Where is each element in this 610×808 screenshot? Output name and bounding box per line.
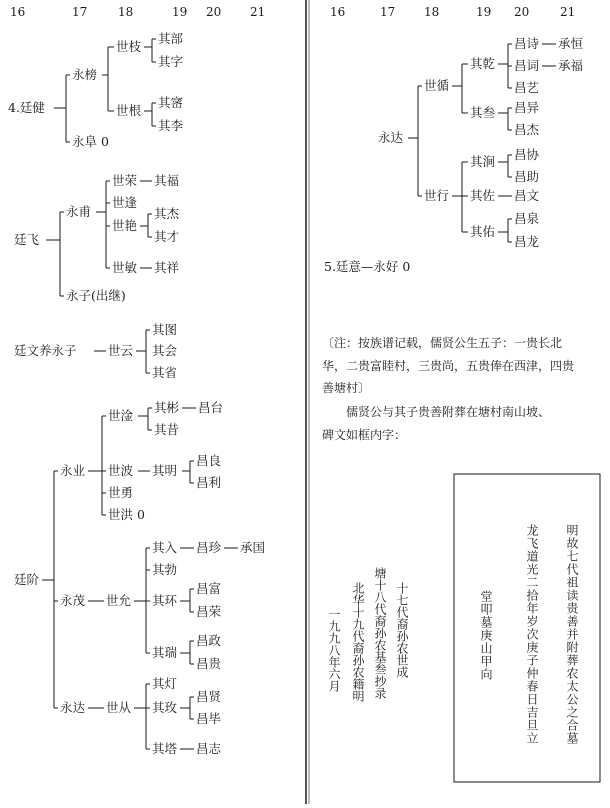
note-line: 善塘村〕 [322, 381, 371, 395]
person-name: 世勇 [108, 485, 134, 500]
generation-header-right [330, 5, 575, 19]
branch-tingjie [14, 400, 265, 756]
branch-tingfei [14, 173, 180, 303]
person-name: 世波 [108, 463, 134, 478]
gen-header: 20 [206, 5, 222, 19]
person-name: 永业 [60, 463, 86, 478]
person-name: 其明 [152, 463, 178, 478]
person-name: 世枝 [116, 39, 142, 54]
person-name: 昌龙 [514, 234, 540, 249]
person-name: 承福 [558, 58, 584, 73]
person-name: 永达 [378, 130, 404, 145]
person-name: 永子(出继) [66, 288, 126, 303]
person-name: 其佐 [470, 188, 496, 203]
person-name: 昌志 [196, 741, 222, 756]
outside-column: 北华十九代裔孙农籍明 [351, 582, 365, 702]
person-name: 其叁 [470, 105, 496, 120]
person-name: 其福 [154, 173, 180, 188]
stele-column: 龙飞道光二拾年岁次庚子仲春日吉旦立 [525, 524, 539, 745]
person-name: 世根 [116, 103, 142, 118]
gen-header: 20 [514, 5, 530, 19]
gen-header: 21 [250, 5, 266, 19]
stele-column: 明故七代祖读贵善并附葬农太公之合墓 [565, 524, 579, 745]
person-name: 昌政 [196, 633, 222, 648]
person-name: 廷飞 [14, 232, 40, 247]
outside-column: 塘十八代裔孙农基叁抄录 [373, 567, 387, 699]
person-name: 其灯 [152, 676, 178, 691]
gen-header: 17 [72, 5, 88, 19]
person-name: 其李 [158, 118, 184, 133]
person-name: 其宻 [158, 95, 184, 110]
person-name: 昌荣 [196, 604, 222, 619]
gen-header: 16 [330, 5, 346, 19]
inscription-outside [327, 566, 409, 703]
gen-header: 18 [118, 5, 134, 19]
branch-right-yongda [378, 36, 584, 249]
person-name: 承恒 [558, 36, 584, 51]
person-name: 昌台 [198, 400, 224, 415]
person-name: 昌助 [514, 169, 540, 184]
person-name: 永达 [60, 700, 86, 715]
person-name: 世行 [424, 188, 450, 203]
person-name: 其玫 [152, 700, 178, 715]
person-name: 昌利 [196, 475, 222, 490]
note-line: 〔注：按族谱记载，儒贤公生五子：一贵长北 [322, 336, 563, 350]
person-name: 廷文养永子 [14, 343, 77, 358]
person-name: 世逢 [112, 195, 138, 210]
person-name: 其涧 [470, 154, 496, 169]
person-name: 昌异 [514, 100, 540, 115]
person-name: 永阜 0 [72, 134, 109, 149]
person-name: 其瑞 [152, 645, 178, 660]
person-name: 其彬 [154, 400, 180, 415]
gen-header: 17 [380, 5, 396, 19]
person-name: 其字 [158, 54, 184, 69]
person-name: 其祥 [154, 260, 180, 275]
person-name: 昌毕 [196, 711, 222, 726]
paragraph-line: 儒贤公与其子贵善附葬在塘村南山坡、 [346, 405, 551, 419]
person-name: 永茂 [60, 593, 86, 608]
gen-header: 21 [560, 5, 576, 19]
person-name: 其会 [152, 343, 178, 358]
person-name: 承国 [240, 540, 266, 555]
person-name: 其勃 [152, 562, 178, 577]
person-name: 世允 [106, 593, 132, 608]
person-name: 昌艺 [514, 80, 540, 95]
person-name: 其才 [154, 229, 180, 244]
gen-header: 18 [424, 5, 440, 19]
person-name: 其昔 [154, 422, 180, 437]
gen-header: 19 [172, 5, 188, 19]
person-name: 永甫 [66, 204, 92, 219]
person-name: 昌良 [196, 453, 222, 468]
outside-column: 十七代裔孙农世成 [395, 582, 409, 678]
branch-tingjian [8, 31, 184, 149]
person-name: 其部 [158, 31, 184, 46]
person-name: 昌贵 [196, 656, 222, 671]
generation-header-left [10, 5, 265, 19]
person-name: 世荣 [112, 173, 138, 188]
person-name: 其佑 [470, 224, 496, 239]
person-name: 永榜 [72, 67, 98, 82]
outside-column: 一九九八年六月 [327, 608, 341, 692]
annotation-note [322, 335, 575, 442]
person-name: 其杰 [154, 206, 180, 221]
person-name: 世循 [424, 78, 450, 93]
person-name: 世敏 [112, 260, 138, 275]
person-name: 昌泉 [514, 211, 540, 226]
person-name: 昌文 [514, 188, 540, 203]
person-name: 其省 [152, 365, 178, 380]
note-line: 华，二贵富睦村，三贵尚，五贵俸在西津，四贵 [322, 359, 575, 373]
person-name: 其乾 [470, 56, 496, 71]
person-name: 世艳 [112, 218, 138, 233]
person-name: 世云 [108, 343, 134, 358]
person-name: 昌诗 [514, 36, 540, 51]
person-name: 世淦 [108, 408, 134, 423]
gen-header: 16 [10, 5, 26, 19]
person-name: 昌杰 [514, 122, 540, 137]
person-name: 昌协 [514, 147, 540, 162]
person-name: 其入 [152, 540, 178, 555]
person-name: 昌富 [196, 581, 222, 596]
branch-tingyi: 5.廷意—永好 0 [324, 259, 411, 274]
person-name: 昌珍 [196, 540, 222, 555]
person-name: 世从 [106, 700, 132, 715]
person-name: 其环 [152, 593, 178, 608]
paragraph-line: 碑文如框内字： [322, 428, 407, 442]
stele-column: 堂叩墓庚山甲向 [479, 590, 493, 681]
person-name: 昌贤 [196, 689, 222, 704]
stele-inscription [479, 523, 579, 745]
branch-tingwen [14, 322, 178, 380]
person-name: 4.廷健 [8, 100, 45, 115]
person-name: 其塔 [152, 741, 178, 756]
person-name: 廷阶 [14, 572, 40, 587]
person-name: 其图 [152, 322, 178, 337]
gen-header: 19 [476, 5, 492, 19]
person-name: 世洪 0 [108, 507, 145, 522]
person-name: 昌词 [514, 58, 540, 73]
